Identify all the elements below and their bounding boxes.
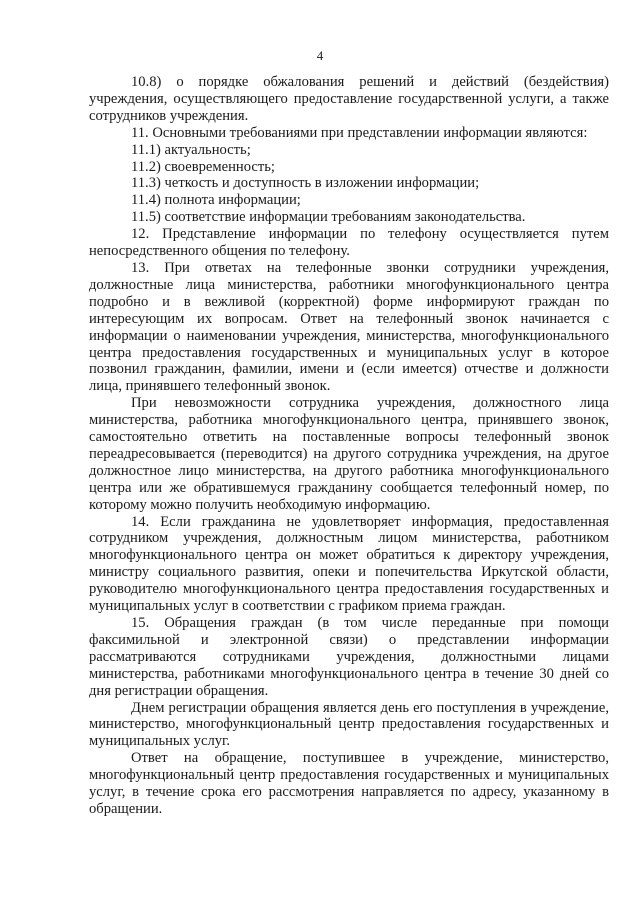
paragraph-11: 11. Основными требованиями при представлении информации являются: xyxy=(131,124,588,141)
paragraph-15-answer: Ответ на обращение, поступившее в учреждение, министерство, многофункциональный центр предоставления государственных и муниципальных услуг, в течение срока его рассмотрения направляется по адресу, указанному в обращении. xyxy=(89,750,609,817)
paragraph-11-2: 11.2) своевременность; xyxy=(131,158,275,175)
paragraph-14: 14. Если гражданина не удовлетворяет информация, предоставленная сотрудником учреждения, должностным лицом министерства, работником многофункционального центра он может обратиться к директору учреждения, министру социального развития, опеки и попечительства Иркутской области, руководителю многофункционального центра предоставления государственных и муниципальных услуг в соответствии с графиком приема граждан. xyxy=(89,513,609,615)
document-body xyxy=(89,74,609,818)
paragraph-12: 12. Представление информации по телефону осуществляется путем непосредственного общения по телефону. xyxy=(89,226,609,260)
paragraph-11-5: 11.5) соответствие информации требованиям законодательства. xyxy=(131,209,526,226)
paragraph-13: 13. При ответах на телефонные звонки сотрудники учреждения, должностные лица министерства, работники многофункционального центра подробно и в вежливой (корректной) форме информируют граждан по интересующим их вопросам. Ответ на телефонный звонок начинается с информации о наименовании учреждения, министерства, многофункционального центра предоставления государственных и муниципальных услуг в которое позвонил гражданин, фамилии, имени и (если имеется) отчестве и должности лица, принявшего телефонный звонок. xyxy=(89,259,609,395)
paragraph-15: 15. Обращения граждан (в том числе переданные при помощи факсимильной и электронной связи) о представлении информации рассматриваются сотрудниками учреждения, должностными лицами министерства, работниками многофункционального центра в течение 30 дней со дня регистрации обращения. xyxy=(89,615,609,699)
page-number: 4 xyxy=(316,48,324,63)
paragraph-11-3: 11.3) четкость и доступность в изложении информации; xyxy=(131,175,480,192)
paragraph-13-redirect: При невозможности сотрудника учреждения, должностного лица министерства, работника многофункционального центра, принявшего звонок, самостоятельно ответить на поставленные вопросы телефонный звонок переадресовывается (переводится) на другого сотрудника учреждения, на другое должностное лицо министерства, на другого работника многофункционального центра или же обратившемуся гражданину сообщается телефонный номер, по которому можно получить необходимую информацию. xyxy=(89,395,609,513)
paragraph-10-8: 10.8) о порядке обжалования решений и действий (бездействия) учреждения, осуществляющего предоставление государственной услуги, а также сотрудников учреждения. xyxy=(89,74,609,124)
paragraph-15-registration: Днем регистрации обращения является день его поступления в учреждение, министерство, многофункциональный центр предоставления государственных и муниципальных услуг. xyxy=(89,699,609,750)
paragraph-11-1: 11.1) актуальность; xyxy=(131,141,251,158)
paragraph-11-4: 11.4) полнота информации; xyxy=(131,192,301,209)
